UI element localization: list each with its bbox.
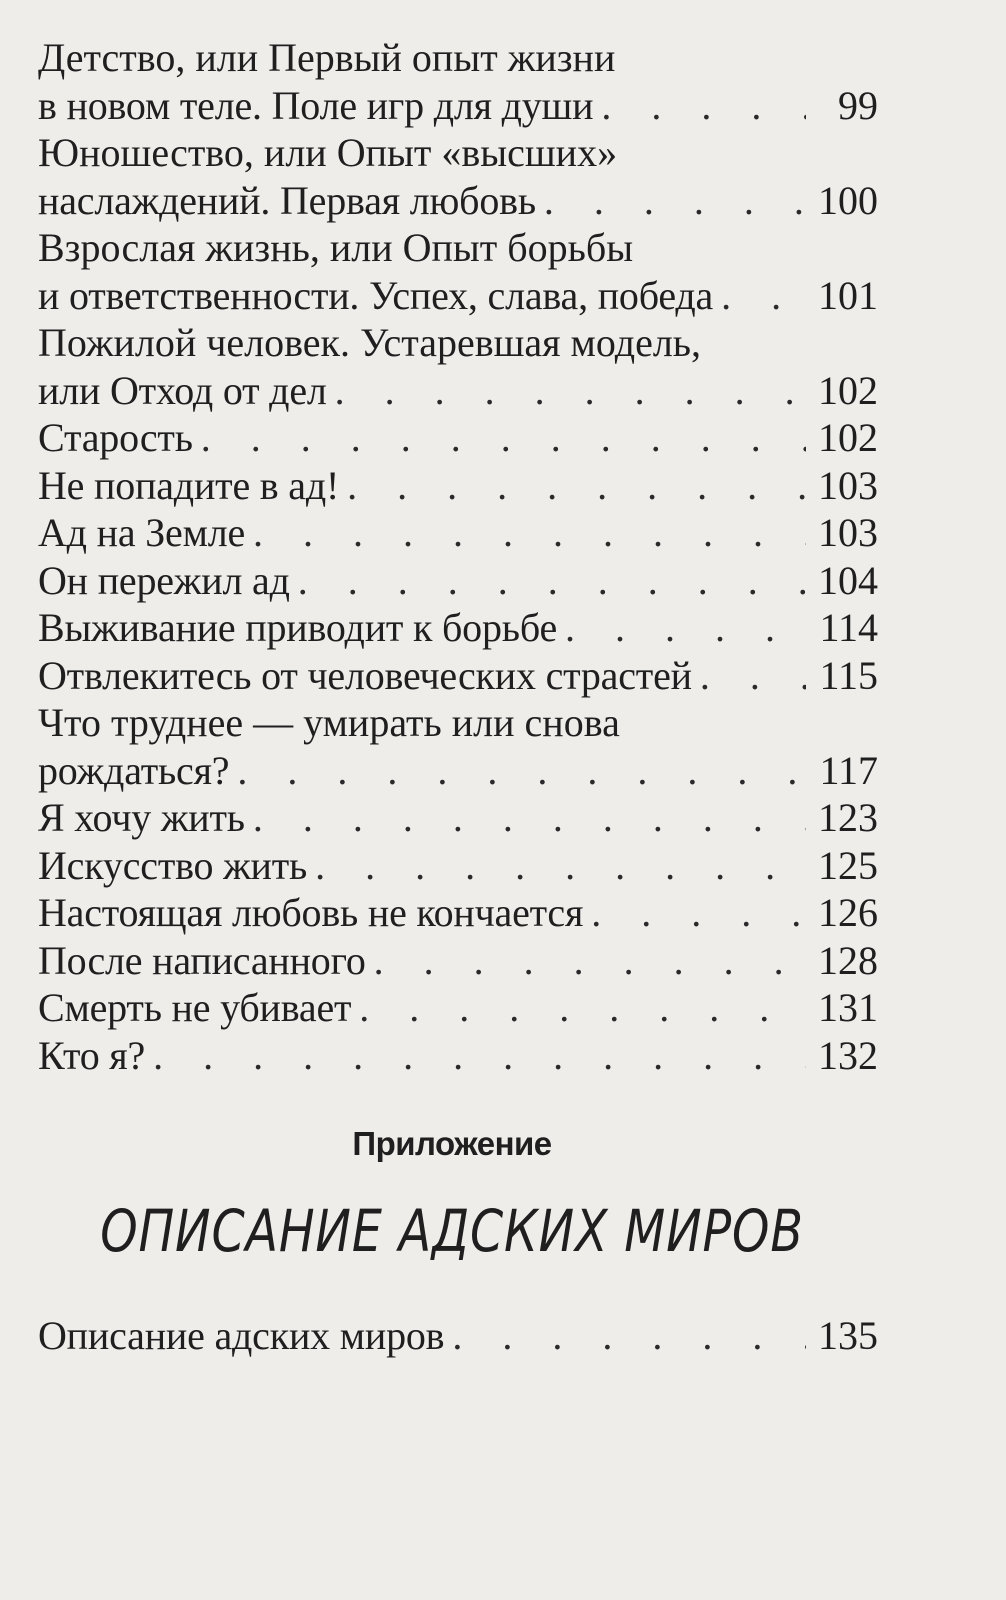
dot-leader bbox=[452, 1312, 806, 1360]
toc-entry-title: Ад на Земле bbox=[38, 510, 246, 555]
toc-entry[interactable] bbox=[38, 1032, 878, 1080]
toc-page-number: 104 bbox=[818, 557, 878, 603]
dot-leader bbox=[153, 1032, 806, 1080]
toc-entry[interactable] bbox=[38, 937, 878, 985]
toc-page-number: 126 bbox=[818, 890, 878, 935]
dot-leader bbox=[298, 557, 806, 605]
dot-leader bbox=[565, 604, 806, 652]
toc-page-number: 103 bbox=[818, 462, 878, 508]
toc-entry-title: Я хочу жить bbox=[38, 795, 245, 840]
toc-entry[interactable] bbox=[38, 129, 878, 224]
toc-page-number: 125 bbox=[818, 842, 878, 888]
toc-entry[interactable] bbox=[38, 652, 878, 700]
toc-entry-title: Отвлекитесь от человеческих страстей bbox=[38, 652, 692, 698]
toc-entry-title: Кто я? bbox=[38, 1032, 146, 1078]
toc-entry[interactable] bbox=[38, 224, 878, 319]
toc-entry-title-line1: Пожилой человек. Устаревшая модель, bbox=[38, 320, 702, 365]
toc-entry-title: Настоящая любовь не кончается bbox=[38, 890, 584, 935]
toc-page-number: 102 bbox=[818, 415, 878, 460]
toc-entry[interactable] bbox=[38, 557, 878, 605]
toc-page-number: 115 bbox=[819, 652, 878, 698]
dot-leader bbox=[253, 509, 806, 557]
toc-entry[interactable] bbox=[38, 604, 878, 652]
toc-entry-title: После написанного bbox=[38, 937, 366, 983]
toc-page-number: 128 bbox=[818, 937, 878, 983]
table-of-contents bbox=[38, 34, 878, 1079]
toc-entry-title: Выживание приводит к борьбе bbox=[38, 605, 557, 650]
appendix-label: Приложение bbox=[352, 1125, 552, 1162]
toc-page-number: 117 bbox=[819, 747, 878, 793]
toc-entry-title: рождаться? bbox=[38, 747, 230, 793]
toc-page-number: 100 bbox=[818, 177, 878, 223]
dot-leader bbox=[253, 794, 806, 842]
toc-entry[interactable] bbox=[38, 889, 878, 937]
toc-entry-title: Он пережил ад bbox=[38, 557, 290, 603]
toc-entry[interactable] bbox=[38, 462, 878, 510]
toc-page-number: 101 bbox=[818, 272, 878, 318]
dot-leader bbox=[359, 984, 806, 1032]
toc-entry[interactable] bbox=[38, 414, 878, 462]
toc-page-number: 114 bbox=[819, 605, 878, 650]
toc-entry-title: Смерть не убивает bbox=[38, 985, 352, 1030]
dot-leader bbox=[601, 82, 806, 130]
toc-page-number: 132 bbox=[818, 1032, 878, 1078]
toc-entry-title: и ответственности. Успех, слава, победа bbox=[38, 272, 714, 318]
toc-entry[interactable] bbox=[38, 319, 878, 414]
appendix-heading: ОПИСАНИЕ АДСКИХ МИРОВ bbox=[100, 1197, 804, 1265]
toc-entry[interactable] bbox=[38, 509, 878, 557]
dot-leader bbox=[374, 937, 806, 985]
dot-leader bbox=[721, 272, 806, 320]
toc-entry-title-line1: Детство, или Первый опыт жизни bbox=[38, 35, 616, 80]
toc-entry-title-line1: Юношество, или Опыт «высших» bbox=[38, 130, 618, 175]
toc-entry-title: наслаждений. Первая любовь bbox=[38, 177, 536, 223]
toc-entry[interactable] bbox=[38, 842, 878, 890]
toc-entry-title: Описание адских миров bbox=[38, 1313, 445, 1358]
toc-entry-title: Искусство жить bbox=[38, 842, 308, 888]
toc-entry-title: Не попадите в ад! bbox=[38, 462, 340, 508]
dot-leader bbox=[544, 177, 806, 225]
toc-page-number: 135 bbox=[818, 1313, 878, 1358]
toc-entry[interactable] bbox=[38, 984, 878, 1032]
toc-entry[interactable] bbox=[38, 699, 878, 794]
toc-entry-title: в новом теле. Поле игр для души bbox=[38, 82, 594, 128]
dot-leader bbox=[591, 889, 806, 937]
toc-entry-title: или Отход от дел bbox=[38, 367, 327, 413]
toc-page-number: 123 bbox=[818, 795, 878, 840]
toc-page-number: 131 bbox=[818, 985, 878, 1030]
appendix-toc-entry[interactable] bbox=[38, 1312, 878, 1360]
dot-leader bbox=[335, 367, 806, 415]
dot-leader bbox=[700, 652, 806, 700]
toc-entry[interactable] bbox=[38, 794, 878, 842]
dot-leader bbox=[237, 747, 806, 795]
toc-entry-title-line1: Взрослая жизнь, или Опыт борьбы bbox=[38, 225, 634, 270]
toc-entry-title: Старость bbox=[38, 415, 193, 460]
dot-leader bbox=[315, 842, 806, 890]
toc-page-number: 102 bbox=[818, 367, 878, 413]
dot-leader bbox=[347, 462, 806, 510]
dot-leader bbox=[201, 414, 806, 462]
toc-page-number: 99 bbox=[838, 82, 878, 128]
toc-entry[interactable] bbox=[38, 34, 878, 129]
toc-entry-title-line1: Что труднее — умирать или снова bbox=[38, 700, 620, 745]
toc-page-number: 103 bbox=[818, 510, 878, 555]
